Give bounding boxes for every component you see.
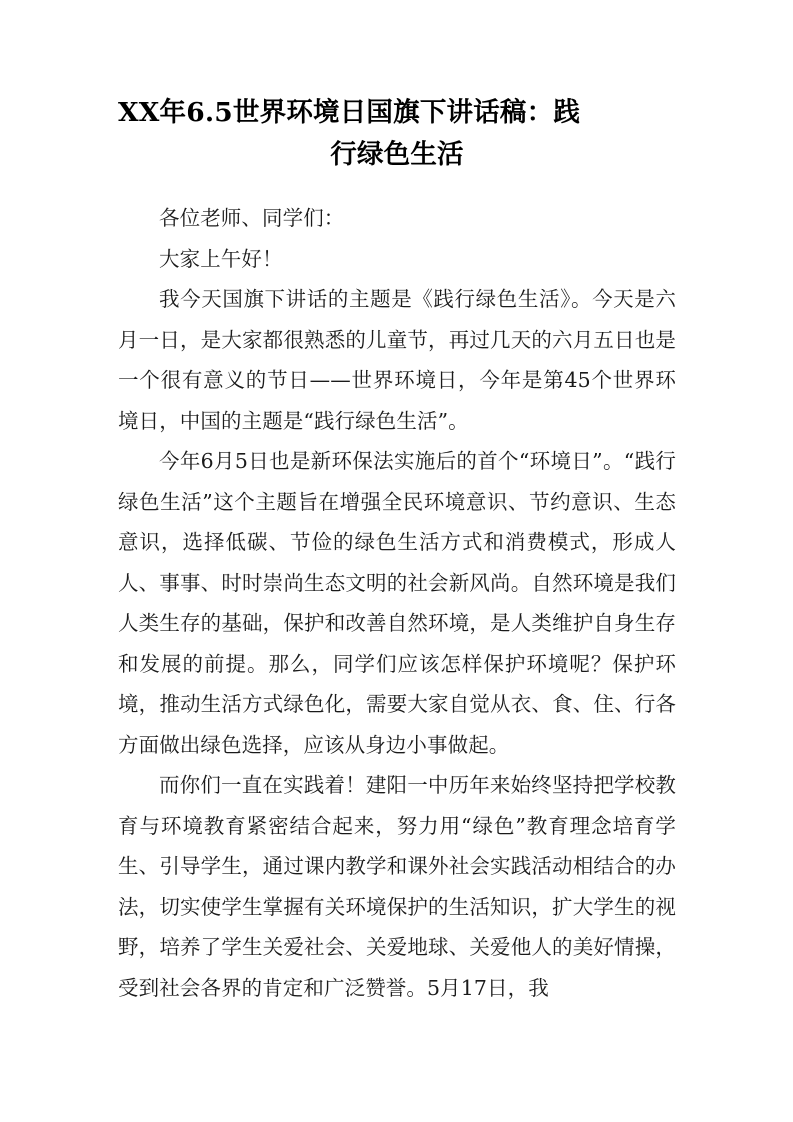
document-content — [118, 92, 676, 1008]
document-body — [118, 198, 676, 1008]
page-title-line-1: XX年6.5世界环境日国旗下讲话稿：践 — [118, 97, 581, 128]
page-title-line-2: 行绿色生活 — [330, 139, 464, 170]
page-title — [118, 92, 676, 176]
paragraph-body-3: 而你们一直在实践着！建阳一中历年来始终坚持把学校教育与环境教育紧密结合起来，努力用“绿色”教育理念培育学生、引导学生，通过课内教学和课外社会实践活动相结合的办法，切实使学生掌握有关环境保护的生活知识，扩大学生的视野，培养了学生关爱社会、关爱地球、关爱他人的美好情操，受到社会各界的肯定和广泛赞誉。5月17日，我 — [118, 773, 676, 1000]
paragraph-greeting: 大家上午好！ — [159, 246, 283, 271]
paragraph-body-1: 我今天国旗下讲话的主题是《践行绿色生活》。今天是六月一日，是大家都很熟悉的儿童节，再过几天的六月五日也是一个很有意义的节日——世界环境日，今年是第45个世界环境日，中国的主题是“践行绿色生活”。 — [118, 287, 676, 433]
paragraph-body-2: 今年6月5日也是新环保法实施后的首个“环境日”。“践行绿色生活”这个主题旨在增强全民环境意识、节约意识、生态意识，选择低碳、节俭的绿色生活方式和消费模式，形成人人、事事、时时崇尚生态文明的社会新风尚。自然环境是我们人类生存的基础，保护和改善自然环境，是人类维护自身生存和发展的前提。那么，同学们应该怎样保护环境呢？保护环境，推动生活方式绿色化，需要大家自觉从衣、食、住、行各方面做出绿色选择，应该从身边小事做起。 — [118, 449, 676, 757]
paragraph-salutation: 各位老师、同学们： — [159, 206, 345, 230]
